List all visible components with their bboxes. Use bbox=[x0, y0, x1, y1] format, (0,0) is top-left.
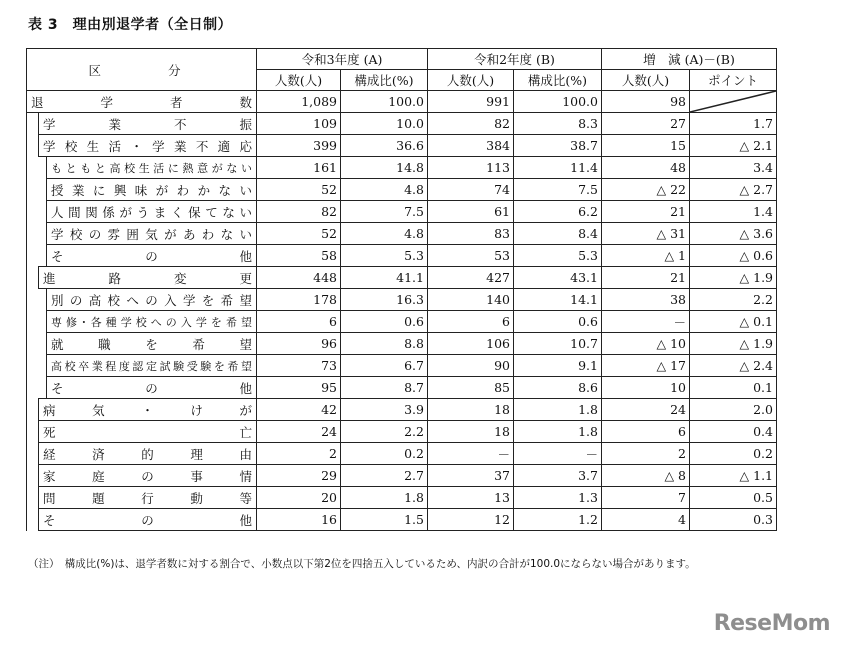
value-cell: 8.8 bbox=[341, 333, 428, 355]
indent-cell bbox=[27, 465, 39, 487]
value-cell: 140 bbox=[428, 289, 514, 311]
indent-cell bbox=[27, 443, 39, 465]
value-cell: 113 bbox=[428, 157, 514, 179]
value-cell: 43.1 bbox=[514, 267, 602, 289]
value-cell: 6 bbox=[428, 311, 514, 333]
value-cell: 90 bbox=[428, 355, 514, 377]
value-cell: 3.9 bbox=[341, 399, 428, 421]
value-cell: 36.6 bbox=[341, 135, 428, 157]
row-label: 学校生活・学業不適応 bbox=[39, 135, 257, 157]
row-label: 専修･各種学校への入学を希望 bbox=[47, 311, 257, 333]
table-row bbox=[27, 179, 777, 201]
value-cell: 74 bbox=[428, 179, 514, 201]
footnote: （注） 構成比(%)は、退学者数に対する割合で、小数点以下第2位を四捨五入しているため、内訳の合計が100.0にならない場合があります。 bbox=[28, 558, 696, 570]
value-cell: － bbox=[514, 443, 602, 465]
value-cell: 6 bbox=[602, 421, 690, 443]
value-cell: △ 1.9 bbox=[690, 267, 777, 289]
value-cell: 991 bbox=[428, 91, 514, 113]
value-cell: △ 8 bbox=[602, 465, 690, 487]
indent-cell bbox=[27, 311, 47, 333]
indent-cell bbox=[27, 399, 39, 421]
table-row bbox=[27, 135, 777, 157]
value-cell: 3.7 bbox=[514, 465, 602, 487]
value-cell: 15 bbox=[602, 135, 690, 157]
indent-cell bbox=[27, 289, 47, 311]
value-cell: △ 0.6 bbox=[690, 245, 777, 267]
value-cell: 6.2 bbox=[514, 201, 602, 223]
value-cell: 0.2 bbox=[341, 443, 428, 465]
value-cell: △ 31 bbox=[602, 223, 690, 245]
value-cell: 448 bbox=[257, 267, 341, 289]
value-cell: 42 bbox=[257, 399, 341, 421]
row-label: 経済的理由 bbox=[39, 443, 257, 465]
value-cell: 0.5 bbox=[690, 487, 777, 509]
table-row bbox=[27, 113, 777, 135]
row-label: 死亡 bbox=[39, 421, 257, 443]
value-cell: 4 bbox=[602, 509, 690, 531]
value-cell: 16.3 bbox=[341, 289, 428, 311]
value-cell: 53 bbox=[428, 245, 514, 267]
value-cell: 1.7 bbox=[690, 113, 777, 135]
value-cell: 100.0 bbox=[514, 91, 602, 113]
group-header-r3: 令和3年度 (A) bbox=[257, 49, 428, 70]
value-cell: － bbox=[428, 443, 514, 465]
value-cell: 61 bbox=[428, 201, 514, 223]
value-cell: 52 bbox=[257, 223, 341, 245]
value-cell: 1.4 bbox=[690, 201, 777, 223]
indent-cell bbox=[27, 135, 39, 157]
row-label: その他 bbox=[39, 509, 257, 531]
value-cell: 161 bbox=[257, 157, 341, 179]
row-label: その他 bbox=[47, 377, 257, 399]
value-cell: 14.8 bbox=[341, 157, 428, 179]
value-cell: 8.6 bbox=[514, 377, 602, 399]
value-cell: 10.0 bbox=[341, 113, 428, 135]
value-cell: 38.7 bbox=[514, 135, 602, 157]
indent-cell bbox=[27, 421, 39, 443]
indent-cell bbox=[27, 245, 47, 267]
value-cell: 0.2 bbox=[690, 443, 777, 465]
value-cell: 20 bbox=[257, 487, 341, 509]
indent-cell bbox=[27, 333, 47, 355]
value-cell: 2 bbox=[257, 443, 341, 465]
indent-cell bbox=[27, 377, 47, 399]
row-label: 高校卒業程度認定試験受験を希望 bbox=[47, 355, 257, 377]
value-cell: 6 bbox=[257, 311, 341, 333]
table-row bbox=[27, 377, 777, 399]
value-cell: 0.1 bbox=[690, 377, 777, 399]
indent-cell bbox=[27, 355, 47, 377]
value-cell: 1.2 bbox=[514, 509, 602, 531]
indent-cell bbox=[27, 267, 39, 289]
value-cell: 8.7 bbox=[341, 377, 428, 399]
value-cell: 1.8 bbox=[514, 421, 602, 443]
table-row bbox=[27, 509, 777, 531]
indent-cell bbox=[27, 201, 47, 223]
value-cell: △ 10 bbox=[602, 333, 690, 355]
value-cell: 38 bbox=[602, 289, 690, 311]
table-row bbox=[27, 421, 777, 443]
value-cell: 7 bbox=[602, 487, 690, 509]
value-cell: 1.8 bbox=[341, 487, 428, 509]
value-cell: 8.4 bbox=[514, 223, 602, 245]
row-label: 退学者数 bbox=[27, 91, 257, 113]
value-cell: △ 2.4 bbox=[690, 355, 777, 377]
value-cell: 16 bbox=[257, 509, 341, 531]
value-cell: 11.4 bbox=[514, 157, 602, 179]
category-header: 区 分 bbox=[27, 49, 257, 91]
table-row bbox=[27, 223, 777, 245]
value-cell: 427 bbox=[428, 267, 514, 289]
sub-header: 人数(人) bbox=[602, 70, 690, 91]
table-row bbox=[27, 311, 777, 333]
value-cell: △ 1 bbox=[602, 245, 690, 267]
value-cell: 7.5 bbox=[341, 201, 428, 223]
table-body bbox=[27, 91, 777, 531]
value-cell: 9.1 bbox=[514, 355, 602, 377]
value-cell: △ 17 bbox=[602, 355, 690, 377]
value-cell: 21 bbox=[602, 267, 690, 289]
row-label: 問題行動等 bbox=[39, 487, 257, 509]
value-cell: 98 bbox=[602, 91, 690, 113]
value-cell: 96 bbox=[257, 333, 341, 355]
value-cell: 399 bbox=[257, 135, 341, 157]
value-cell: 24 bbox=[602, 399, 690, 421]
row-label: もともと高校生活に熱意がない bbox=[47, 157, 257, 179]
sub-header: 構成比(%) bbox=[514, 70, 602, 91]
value-cell: 8.3 bbox=[514, 113, 602, 135]
value-cell: △ 3.6 bbox=[690, 223, 777, 245]
value-cell: 48 bbox=[602, 157, 690, 179]
value-cell: △ 2.1 bbox=[690, 135, 777, 157]
group-header-r2: 令和2年度 (B) bbox=[428, 49, 602, 70]
sub-header: ポイント bbox=[690, 70, 777, 91]
value-cell: 18 bbox=[428, 421, 514, 443]
value-cell: 5.3 bbox=[514, 245, 602, 267]
value-cell: 6.7 bbox=[341, 355, 428, 377]
value-cell: 178 bbox=[257, 289, 341, 311]
value-cell: 1.3 bbox=[514, 487, 602, 509]
value-cell: 3.4 bbox=[690, 157, 777, 179]
value-cell: 52 bbox=[257, 179, 341, 201]
table-title: 表 3 理由別退学者（全日制） bbox=[28, 17, 233, 33]
indent-cell bbox=[27, 487, 39, 509]
value-cell: 18 bbox=[428, 399, 514, 421]
value-cell: 2.7 bbox=[341, 465, 428, 487]
value-cell: 106 bbox=[428, 333, 514, 355]
value-cell: 24 bbox=[257, 421, 341, 443]
row-label: 別の高校への入学を希望 bbox=[47, 289, 257, 311]
value-cell: 2 bbox=[602, 443, 690, 465]
value-cell: 1,089 bbox=[257, 91, 341, 113]
value-cell: 29 bbox=[257, 465, 341, 487]
sub-header: 人数(人) bbox=[428, 70, 514, 91]
value-cell: 384 bbox=[428, 135, 514, 157]
value-cell: 2.2 bbox=[341, 421, 428, 443]
not-applicable-cell bbox=[690, 91, 777, 113]
value-cell: 1.8 bbox=[514, 399, 602, 421]
sub-header: 人数(人) bbox=[257, 70, 341, 91]
table-row bbox=[27, 289, 777, 311]
table-row bbox=[27, 487, 777, 509]
table-row bbox=[27, 399, 777, 421]
resemom-logo: ReseMom bbox=[713, 611, 830, 636]
sub-header: 構成比(%) bbox=[341, 70, 428, 91]
indent-cell bbox=[27, 223, 47, 245]
value-cell: 12 bbox=[428, 509, 514, 531]
row-label: 授業に興味がわかない bbox=[47, 179, 257, 201]
value-cell: 1.5 bbox=[341, 509, 428, 531]
value-cell: 41.1 bbox=[341, 267, 428, 289]
table-row bbox=[27, 267, 777, 289]
value-cell: 85 bbox=[428, 377, 514, 399]
value-cell: 13 bbox=[428, 487, 514, 509]
value-cell: － bbox=[602, 311, 690, 333]
value-cell: 10 bbox=[602, 377, 690, 399]
value-cell: △ 2.7 bbox=[690, 179, 777, 201]
withdrawal-reasons-table bbox=[26, 48, 777, 531]
value-cell: 58 bbox=[257, 245, 341, 267]
value-cell: 95 bbox=[257, 377, 341, 399]
row-label: 学校の雰囲気があわない bbox=[47, 223, 257, 245]
diagonal-slash bbox=[690, 91, 776, 112]
value-cell: 2.0 bbox=[690, 399, 777, 421]
value-cell: 73 bbox=[257, 355, 341, 377]
value-cell: 27 bbox=[602, 113, 690, 135]
value-cell: 100.0 bbox=[341, 91, 428, 113]
value-cell: 4.8 bbox=[341, 179, 428, 201]
row-label: 就職を希望 bbox=[47, 333, 257, 355]
value-cell: 0.6 bbox=[341, 311, 428, 333]
table-row bbox=[27, 157, 777, 179]
value-cell: 14.1 bbox=[514, 289, 602, 311]
table-row bbox=[27, 245, 777, 267]
row-label: 病気・けが bbox=[39, 399, 257, 421]
value-cell: 109 bbox=[257, 113, 341, 135]
value-cell: 2.2 bbox=[690, 289, 777, 311]
value-cell: △ 0.1 bbox=[690, 311, 777, 333]
value-cell: 10.7 bbox=[514, 333, 602, 355]
row-label: 家庭の事情 bbox=[39, 465, 257, 487]
indent-cell bbox=[27, 179, 47, 201]
value-cell: 37 bbox=[428, 465, 514, 487]
value-cell: △ 22 bbox=[602, 179, 690, 201]
indent-cell bbox=[27, 113, 39, 135]
value-cell: 83 bbox=[428, 223, 514, 245]
table-row bbox=[27, 465, 777, 487]
value-cell: 82 bbox=[428, 113, 514, 135]
value-cell: 0.4 bbox=[690, 421, 777, 443]
value-cell: △ 1.1 bbox=[690, 465, 777, 487]
indent-cell bbox=[27, 509, 39, 531]
group-header-diff: 増 減 (A)－(B) bbox=[602, 49, 777, 70]
row-label: 人間関係がうまく保てない bbox=[47, 201, 257, 223]
value-cell: 0.3 bbox=[690, 509, 777, 531]
row-label: その他 bbox=[47, 245, 257, 267]
value-cell: 4.8 bbox=[341, 223, 428, 245]
table-row bbox=[27, 355, 777, 377]
table-row bbox=[27, 443, 777, 465]
value-cell: 0.6 bbox=[514, 311, 602, 333]
value-cell: 7.5 bbox=[514, 179, 602, 201]
value-cell: 21 bbox=[602, 201, 690, 223]
value-cell: 5.3 bbox=[341, 245, 428, 267]
row-label: 学業不振 bbox=[39, 113, 257, 135]
indent-cell bbox=[27, 157, 47, 179]
table-row bbox=[27, 333, 777, 355]
value-cell: 82 bbox=[257, 201, 341, 223]
table-row bbox=[27, 91, 777, 113]
value-cell: △ 1.9 bbox=[690, 333, 777, 355]
row-label: 進路変更 bbox=[39, 267, 257, 289]
table-row bbox=[27, 201, 777, 223]
